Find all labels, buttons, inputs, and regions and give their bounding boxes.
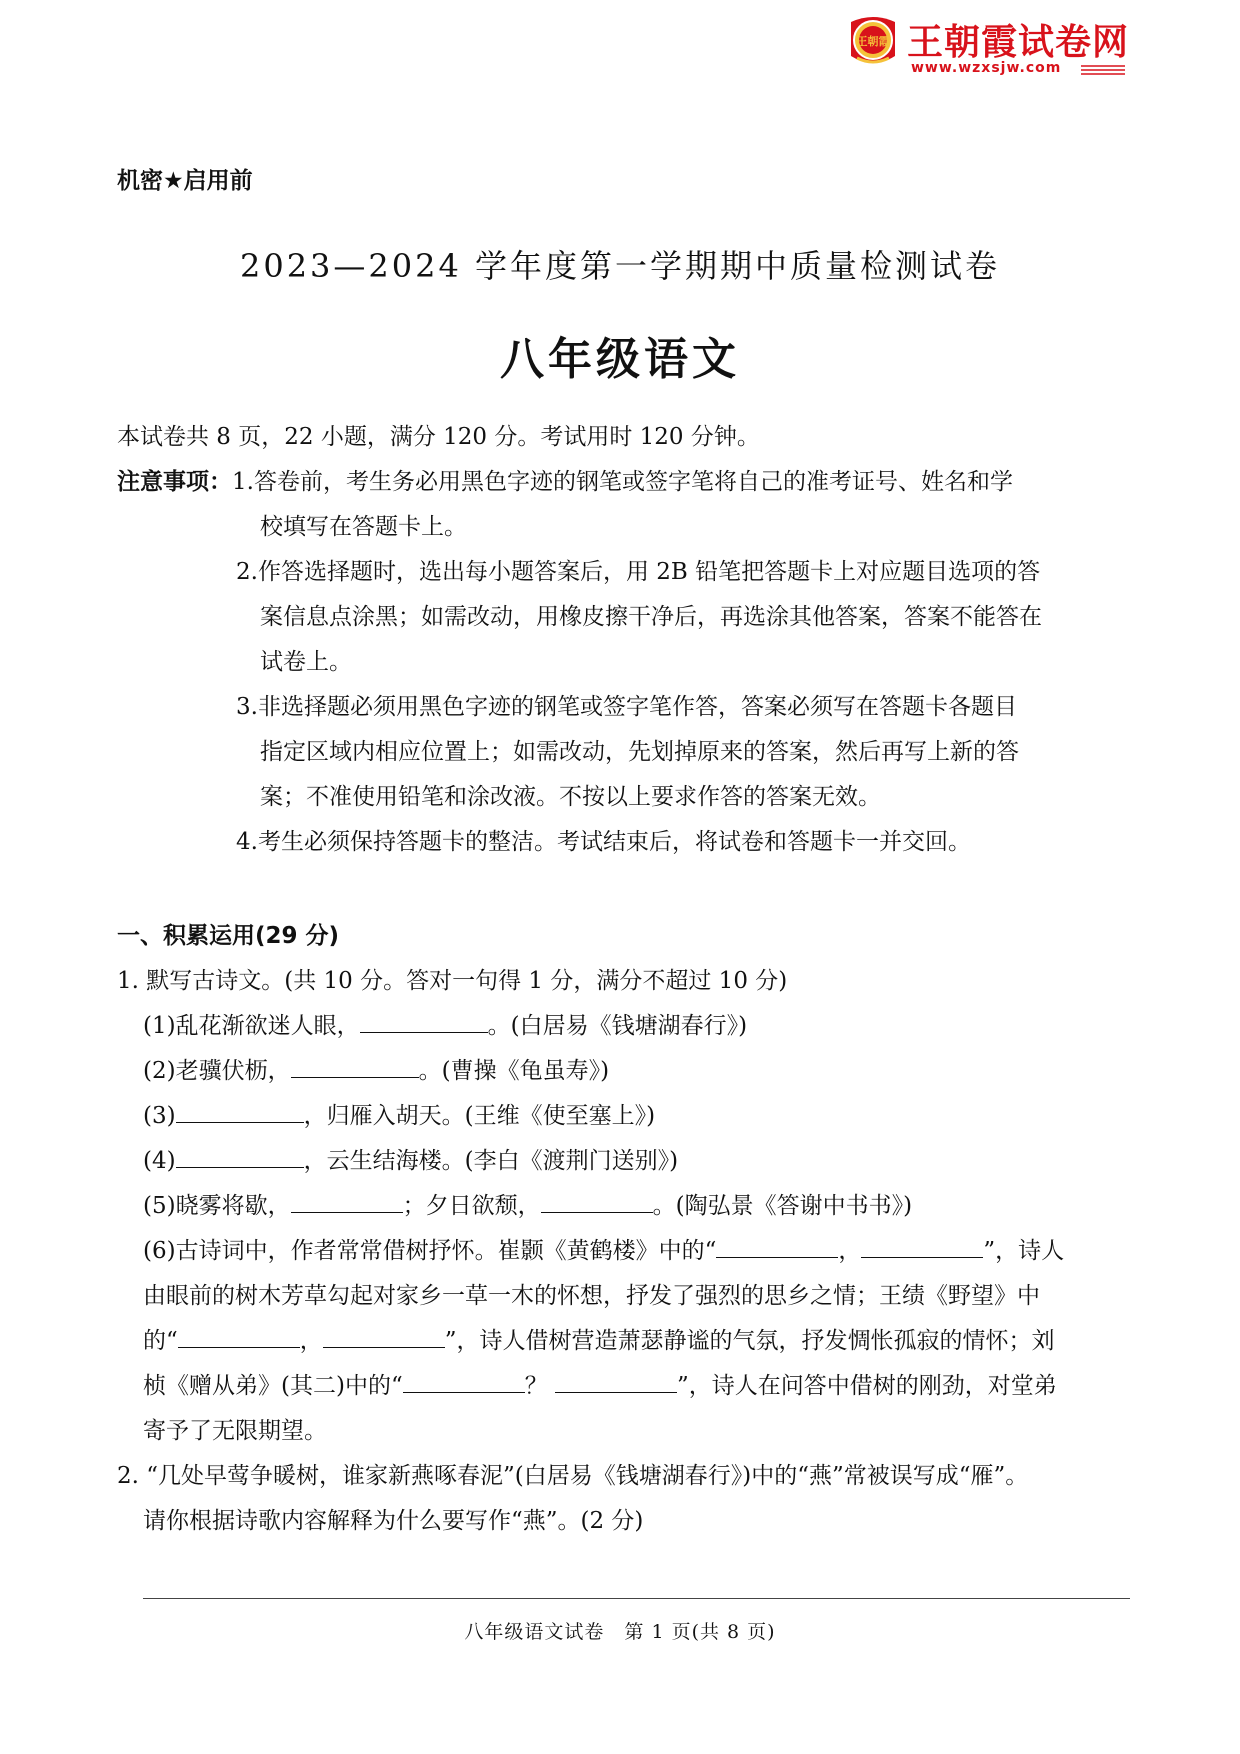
question-1-part-2: (2)老骥伏枥， 。(曹操《龟虽寿》) xyxy=(143,1052,609,1085)
answer-blank[interactable] xyxy=(555,1370,677,1393)
notice-line: 校填写在答题卡上。 xyxy=(260,514,467,540)
notice-label: 注意事项： xyxy=(117,469,232,495)
answer-blank[interactable] xyxy=(176,1145,304,1168)
notice-num: 4. xyxy=(236,829,258,855)
notice-num: 3. xyxy=(236,694,258,720)
question-1-stem: 1. 默写古诗文。(共 10 分。答对一句得 1 分，满分不超过 10 分) xyxy=(117,968,788,994)
question-1-part-4: (4) ，云生结海楼。(李白《渡荆门送别》) xyxy=(143,1142,678,1175)
question-text-line: 寄予了无限期望。 xyxy=(143,1418,327,1444)
question-1-part-5: (5)晓雾将歇， ；夕日欲颓， 。(陶弘景《答谢中书书》) xyxy=(143,1187,912,1220)
answer-blank[interactable] xyxy=(323,1325,445,1348)
question-text-line: 由眼前的树木芳草勾起对家乡一草一木的怀想，抒发了强烈的思乡之情；王绩《野望》中 xyxy=(143,1283,1040,1309)
answer-blank[interactable] xyxy=(178,1325,300,1348)
answer-blank[interactable] xyxy=(716,1235,838,1258)
footer-divider xyxy=(143,1598,1130,1599)
subject-title: 八年级语文 xyxy=(500,334,740,385)
exam-title: 2023—2024 学年度第一学期期中质量检测试卷 xyxy=(239,247,1001,285)
answer-blank[interactable] xyxy=(360,1010,488,1033)
section-heading: 一、积累运用(29 分) xyxy=(117,923,340,949)
secret-mark: 机密★启用前 xyxy=(117,168,253,194)
logo-title: 王朝霞试卷网 xyxy=(907,22,1130,63)
question-1-part-1: (1)乱花渐欲迷人眼， 。(白居易《钱塘湖春行》) xyxy=(143,1007,747,1040)
notice-item: 2.作答选择题时，选出每小题答案后，用 2B 铅笔把答题卡上对应题目选项的答 xyxy=(236,559,1041,585)
logo-url[interactable]: www.wzxsjw.com xyxy=(911,60,1062,76)
seal-icon xyxy=(843,12,903,72)
logo-decoration xyxy=(1081,64,1125,76)
notice-line: 案；不准使用铅笔和涂改液。不按以上要求作答的答案无效。 xyxy=(260,784,881,810)
answer-blank[interactable] xyxy=(291,1190,403,1213)
answer-blank[interactable] xyxy=(291,1055,419,1078)
exam-summary: 本试卷共 8 页，22 小题，满分 120 分。考试用时 120 分钟。 xyxy=(117,424,760,450)
site-logo xyxy=(843,8,1163,78)
notice-num: 1. xyxy=(232,469,254,495)
question-2-prompt: 请你根据诗歌内容解释为什么要写作“燕”。(2 分) xyxy=(143,1508,644,1534)
question-text-line: 的“ ， ”，诗人借树营造萧瑟静谧的气氛，抒发惆怅孤寂的情怀；刘 xyxy=(143,1322,1055,1355)
question-1-part-3: (3) ，归雁入胡天。(王维《使至塞上》) xyxy=(143,1097,655,1130)
answer-blank[interactable] xyxy=(541,1190,653,1213)
answer-blank[interactable] xyxy=(176,1100,304,1123)
answer-blank[interactable] xyxy=(403,1370,525,1393)
notice-num: 2. xyxy=(236,559,258,585)
question-2-stem: 2. “几处早莺争暖树，谁家新燕啄春泥”(白居易《钱塘湖春行》)中的“燕”常被误写成“雁”。 xyxy=(117,1463,1029,1489)
notice-line: 试卷上。 xyxy=(260,649,352,675)
page-footer: 八年级语文试卷 第 1 页(共 8 页) xyxy=(464,1621,776,1643)
question-text-line: 桢《赠从弟》(其二)中的“ ？ ”，诗人在问答中借树的刚劲，对堂弟 xyxy=(143,1367,1057,1400)
svg-text:王朝霞: 王朝霞 xyxy=(856,35,890,48)
notice-line: 案信息点涂黑；如需改动，用橡皮擦干净后，再选涂其他答案，答案不能答在 xyxy=(260,604,1042,630)
notice-item: 4.考生必须保持答题卡的整洁。考试结束后，将试卷和答题卡一并交回。 xyxy=(236,829,971,855)
answer-blank[interactable] xyxy=(861,1235,983,1258)
notice-item: 注意事项：1.答卷前，考生务必用黑色字迹的钢笔或签字笔将自己的准考证号、姓名和学 xyxy=(117,469,1013,495)
notice-item: 3.非选择题必须用黑色字迹的钢笔或签字笔作答，答案必须写在答题卡各题目 xyxy=(236,694,1017,720)
notice-line: 指定区域内相应位置上；如需改动，先划掉原来的答案，然后再写上新的答 xyxy=(260,739,1019,765)
question-1-part-6: (6)古诗词中，作者常常借树抒怀。崔颢《黄鹤楼》中的“ ， ”，诗人 xyxy=(143,1232,1064,1265)
